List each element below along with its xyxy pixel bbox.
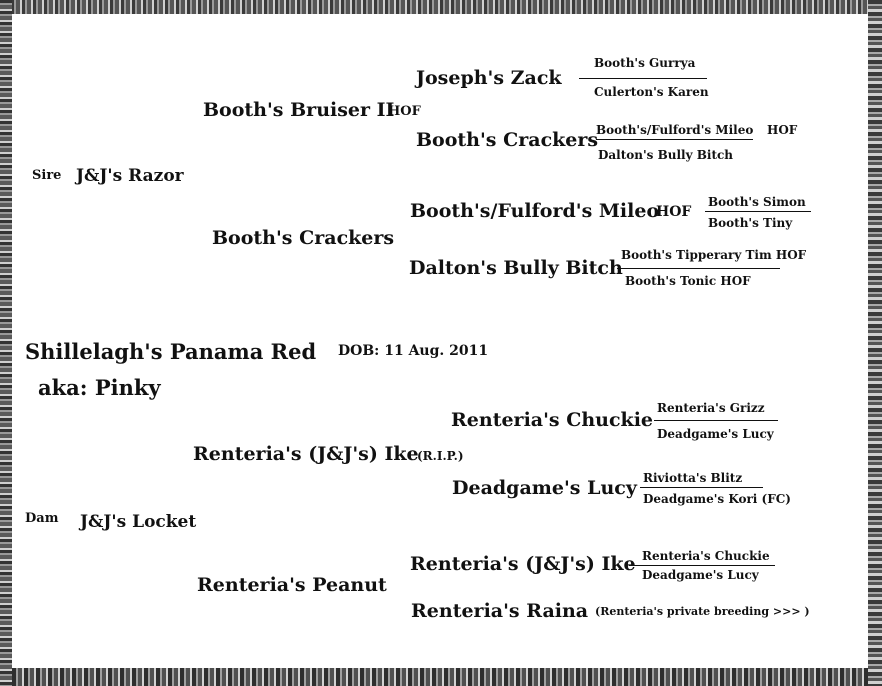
dss-name: Renteria's Chuckie xyxy=(451,409,654,431)
dam-name: J&J's Locket xyxy=(80,512,197,532)
subject-aka: aka: Pinky xyxy=(38,375,161,400)
sire-label: Sire xyxy=(32,168,62,183)
ssds-name: Booth's/Fulford's Mileo xyxy=(596,124,753,140)
sire-name: J&J's Razor xyxy=(76,166,184,186)
dsd-name: Deadgame's Lucy xyxy=(452,477,637,499)
sdd-name: Dalton's Bully Bitch xyxy=(409,257,623,279)
ss-name: Booth's Bruiser II xyxy=(203,99,395,121)
ds-note: (R.I.P.) xyxy=(417,449,464,463)
dds-divider xyxy=(629,565,775,566)
ddsd-name: Deadgame's Lucy xyxy=(642,568,759,582)
border-bottom xyxy=(0,668,882,686)
ssds-title: HOF xyxy=(767,123,798,137)
ddss-name: Renteria's Chuckie xyxy=(642,549,770,563)
ss-title: HOF xyxy=(388,104,421,119)
subject-name: Shillelagh's Panama Red xyxy=(25,339,317,364)
dam-label: Dam xyxy=(25,511,59,526)
sd-name: Booth's Crackers xyxy=(212,227,395,249)
sdds-name: Booth's Tipperary Tim HOF xyxy=(621,248,807,262)
sds-title: HOF xyxy=(656,204,692,220)
ds-name: Renteria's (J&J's) Ike xyxy=(193,443,419,465)
dd-name: Renteria's Peanut xyxy=(197,574,387,596)
dsss-name: Renteria's Grizz xyxy=(657,401,765,415)
dss-divider xyxy=(654,420,778,421)
ssd-name: Booth's Crackers xyxy=(416,129,599,151)
dsds-name: Riviotta's Blitz xyxy=(643,471,743,485)
ddd-note: (Renteria's private breeding >>> ) xyxy=(595,605,810,618)
sds-divider xyxy=(705,211,811,212)
sdss-name: Booth's Simon xyxy=(708,195,806,209)
ssdd-name: Dalton's Bully Bitch xyxy=(598,148,734,162)
border-right xyxy=(868,0,882,686)
border-left xyxy=(0,0,12,686)
sdd-divider xyxy=(617,268,780,269)
dsdd-name: Deadgame's Kori (FC) xyxy=(643,492,791,506)
ssss-name: Booth's Gurrya xyxy=(594,56,696,70)
subject-dob: DOB: 11 Aug. 2011 xyxy=(338,343,489,359)
dds-name: Renteria's (J&J's) Ike xyxy=(410,553,636,575)
ddd-name: Renteria's Raina xyxy=(411,600,589,622)
dsd-divider xyxy=(640,487,763,488)
sss-name: Joseph's Zack xyxy=(416,67,562,89)
sddd-name: Booth's Tonic HOF xyxy=(625,274,751,288)
sssd-name: Culerton's Karen xyxy=(594,85,709,99)
sss-divider xyxy=(579,78,707,79)
sds-name: Booth's/Fulford's Mileo xyxy=(410,200,660,222)
dssd-name: Deadgame's Lucy xyxy=(657,427,774,441)
border-top xyxy=(0,0,882,14)
sdsd-name: Booth's Tiny xyxy=(708,216,793,230)
